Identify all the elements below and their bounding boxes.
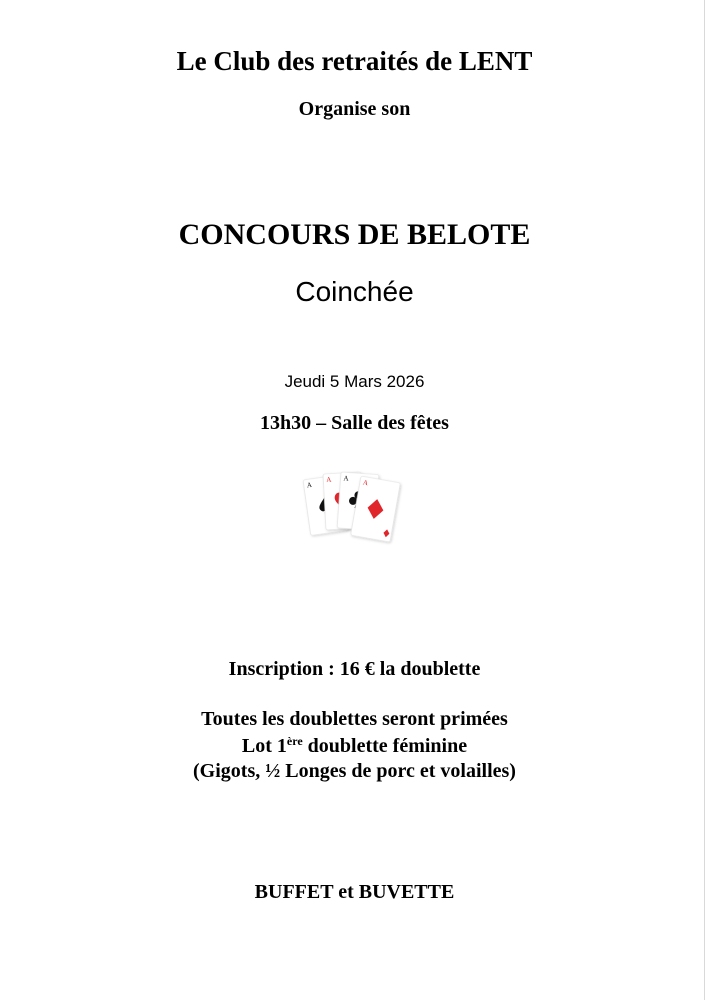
prize-women-team [0, 734, 709, 758]
event-date: Jeudi 5 Mars 2026 [284, 372, 425, 391]
prizes-detail: (Gigots, ½ Longes de porc et volailles) [193, 760, 516, 782]
page-edge [704, 0, 705, 1000]
organise-text: Organise son [298, 98, 411, 120]
club-name: Le Club des retraités de LENT [176, 46, 533, 76]
contest-subtitle: Coinchée [295, 276, 414, 307]
contest-title: CONCOURS DE BELOTE [178, 218, 531, 251]
prize-women-prefix: Lot 1 [241, 735, 287, 757]
prizes-all-teams: Toutes les doublettes seront primées [201, 708, 508, 730]
svg-text:A: A [343, 474, 349, 483]
svg-text:A: A [362, 478, 369, 488]
svg-text:A: A [326, 475, 332, 484]
event-time-place: 13h30 – Salle des fêtes [260, 412, 449, 434]
registration-fee: Inscription : 16 € la doublette [228, 658, 481, 680]
buffet-buvette: BUFFET et BUVETTE [254, 881, 455, 903]
prize-women-superscript: ère [286, 734, 303, 748]
playing-cards-aces-icon [297, 466, 417, 556]
prize-women-suffix: doublette féminine [302, 735, 468, 757]
svg-text:A: A [306, 480, 313, 490]
